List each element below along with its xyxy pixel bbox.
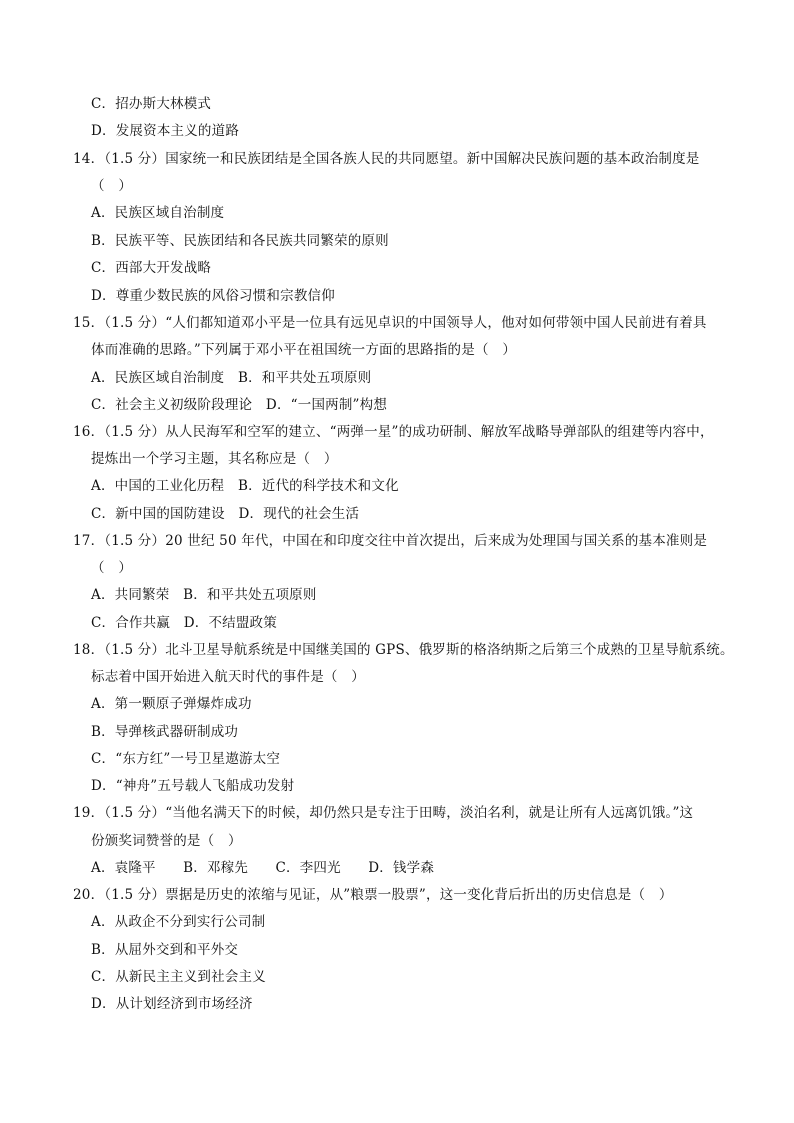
option-d: D．从计划经济到市场经济	[91, 996, 253, 1012]
option-d: D．“神舟”五号载人飞船成功发射	[91, 778, 295, 794]
question-15-stem: 15．（1.5 分）“人们都知道邓小平是一位具有远见卓识的中国领导人，他对如何带领中国人民前进有着具	[73, 315, 707, 331]
option-c: C．从新民主主义到社会主义	[91, 969, 266, 985]
question-14-stem: 14．（1.5 分）国家统一和民族团结是全国各族人民的共同愿望。新中国解决民族问题的基本政治制度是	[73, 151, 700, 167]
options-cd: C．新中国的国防建设 D．现代的社会生活	[91, 506, 360, 522]
options-ab: A．中国的工业化历程 B．近代的科学技术和文化	[91, 478, 399, 494]
question-14-stem-cont: （ ）	[91, 178, 133, 194]
option-c: C．西部大开发战略	[91, 260, 212, 276]
question-16-stem-cont: 提炼出一个学习主题，其名称应是（ ）	[91, 451, 338, 467]
question-18-stem: 18．（1.5 分）北斗卫星导航系统是中国继美国的 GPS、俄罗斯的格洛纳斯之后第三个成熟的卫星导航系统。	[73, 642, 734, 658]
options-cd: C．社会主义初级阶段理论 D．“一国两制”构想	[91, 397, 388, 413]
question-15-stem-cont: 体而准确的思路。”下列属于邓小平在祖国统一方面的思路指的是（ ）	[91, 342, 517, 358]
question-19-stem: 19．（1.5 分）“当他名满天下的时候，却仍然只是专注于田畴，淡泊名利，就是让所有人远离饥饿。”这	[73, 805, 694, 821]
options-cd: C．合作共赢 D．不结盟政策	[91, 615, 277, 631]
options-abcd: A．袁隆平 B．邓稼先 C．李四光 D．钱学森	[91, 860, 435, 876]
question-18-stem-cont: 标志着中国开始进入航天时代的事件是（ ）	[91, 669, 365, 685]
option-d: D．尊重少数民族的风俗习惯和宗教信仰	[91, 288, 335, 304]
question-16-stem: 16．（1.5 分）从人民海军和空军的建立、“两弹一星”的成功研制、解放军战略导弹部队的组建等内容中，	[73, 424, 714, 440]
option-a: A．民族区域自治制度	[91, 205, 225, 221]
option-a: A．从政企不分到实行公司制	[91, 914, 266, 930]
option-b: B．民族平等、民族团结和各民族共同繁荣的原则	[91, 233, 389, 249]
options-ab: A．共同繁荣 B．和平共处五项原则	[91, 587, 317, 603]
option-b: B．从屈外交到和平外交	[91, 942, 239, 958]
question-17-stem: 17．（1.5 分）20 世纪 50 年代，中国在和印度交往中首次提出，后来成为处理国与国关系的基本准则是	[73, 533, 708, 549]
option-a: A．第一颗原子弹爆炸成功	[91, 696, 252, 712]
question-17-stem-cont: （ ）	[91, 560, 133, 576]
option-c: C．“东方红”一号卫星遨游太空	[91, 751, 281, 767]
option-d: D．发展资本主义的道路	[91, 123, 240, 139]
option-b: B．导弹核武器研制成功	[91, 724, 239, 740]
question-19-stem-cont: 份颁奖词赞誉的是（ ）	[91, 833, 242, 849]
options-ab: A．民族区域自治制度 B．和平共处五项原则	[91, 370, 372, 386]
question-20-stem: 20．（1.5 分）票据是历史的浓缩与见证，从”粮票一股票”，这一变化背后折出的历史信息是（ ）	[73, 887, 673, 903]
option-c: C．招办斯大林模式	[91, 96, 212, 112]
